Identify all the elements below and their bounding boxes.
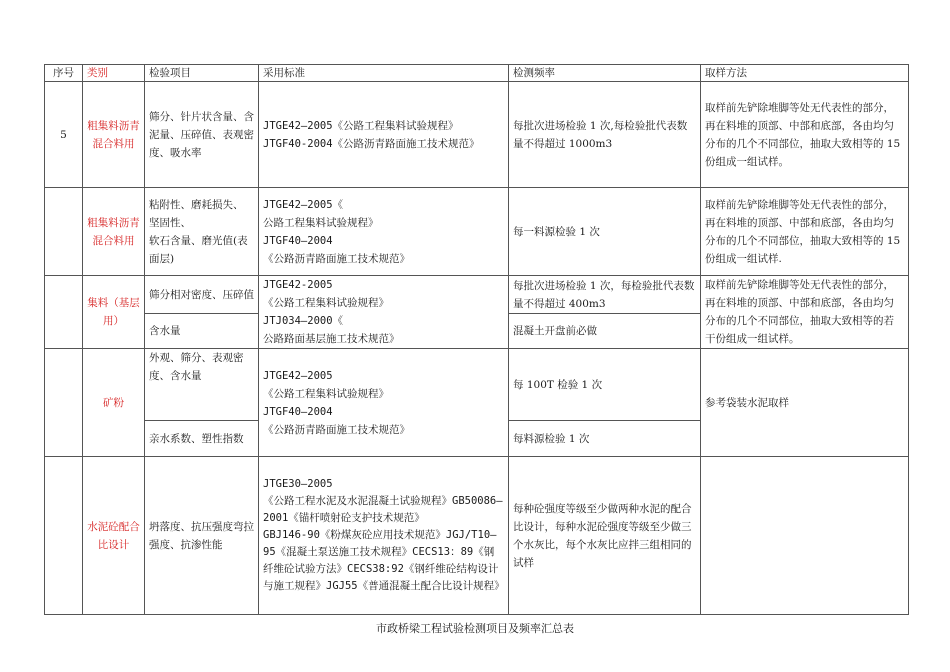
- row-sampling: 取样前先铲除堆脚等处无代表性的部分，再在料堆的顶部、中部和底部，各由均匀分布的几个不同部位，抽取大致相等的 15 份组成一组试样.: [701, 188, 909, 276]
- header-sampling: 取样方法: [701, 65, 909, 82]
- table-row: [45, 276, 909, 314]
- row-items: 粘附性、磨耗损失、 坚固性、 软石含量、磨光值(表面层): [145, 188, 259, 276]
- row-frequency: 混凝土开盘前必做: [509, 314, 701, 349]
- row-sampling: 取样前先铲除堆脚等处无代表性的部分，再在料堆的顶部、中部和底部，各由均匀分布的几个不同部位，抽取大致相等的 15 份组成一组试样。: [701, 82, 909, 188]
- row-category: 矿粉: [83, 349, 145, 457]
- row-standard: JTGE42—2005《公路工程集料试验规程》 JTGF40-2004《公路沥青路面施工技术规范》: [259, 82, 509, 188]
- row-number: [45, 349, 83, 457]
- row-items: 亲水系数、塑性指数: [145, 421, 259, 457]
- row-items: 外观、筛分、表观密度、含水量: [145, 349, 259, 421]
- row-frequency: 每批次进场检验 1 次，每检验批代表数量不得超过 400m3: [509, 276, 701, 314]
- header-standard: 采用标准: [259, 65, 509, 82]
- row-category: 集料（基层用）: [83, 276, 145, 349]
- row-standard: JTGE42-2005 《公路工程集料试验规程》 JTJ034—2000《 公路路面基层施工技术规范》: [259, 276, 509, 349]
- row-items: 筛分相对密度、压碎值: [145, 276, 259, 314]
- row-number: [45, 188, 83, 276]
- row-category: 水泥砼配合比设计: [83, 457, 145, 615]
- row-number: [45, 276, 83, 349]
- row-number: 5: [45, 82, 83, 188]
- row-frequency: 每种砼强度等级至少做两种水泥的配合比设计，每种水泥砼强度等级至少做三个水灰比，每个水灰比应拌三组相同的试样: [509, 457, 701, 615]
- row-frequency: 每一料源检验 1 次: [509, 188, 701, 276]
- row-standard: JTGE30—2005 《公路工程水泥及水泥混凝土试验规程》GB50086—2001《锚杆喷射砼支护技术规范》 GBJ146-90《粉煤灰砼应用技术规范》JGJ/T10—95《混凝土泵送施工技术规程》CECS13：89《钢纤维砼试验方法》CECS38:92《钢纤维砼结构设计与施工规程》JGJ55《普通混凝土配合比设计规程》: [259, 457, 509, 615]
- table-header-row: [45, 65, 909, 82]
- row-frequency: 每料源检验 1 次: [509, 421, 701, 457]
- row-sampling: 取样前先铲除堆脚等处无代表性的部分，再在料堆的顶部、中部和底部，各由均匀分布的几个不同部位，抽取大致相等的若干份组成一组试样。: [701, 276, 909, 349]
- header-no: 序号: [45, 65, 83, 82]
- table-row: [45, 349, 909, 421]
- header-category: 类别: [83, 65, 145, 82]
- row-frequency: 每批次进场检验 1 次,每检验批代表数量不得超过 1000m3: [509, 82, 701, 188]
- header-items: 检验项目: [145, 65, 259, 82]
- row-sampling: [701, 457, 909, 615]
- row-items: 筛分、针片状含量、含泥量、压碎值、表观密度、吸水率: [145, 82, 259, 188]
- table-caption: 市政桥梁工程试验检测项目及频率汇总表: [376, 622, 574, 635]
- table-row: [45, 457, 909, 615]
- row-standard: JTGE42—2005《 公路工程集料试验规程》 JTGF40—2004 《公路沥青路面施工技术规范》: [259, 188, 509, 276]
- row-standard: JTGE42—2005 《公路工程集料试验规程》 JTGF40—2004 《公路沥青路面施工技术规范》: [259, 349, 509, 457]
- row-number: [45, 457, 83, 615]
- row-frequency: 每 100T 检验 1 次: [509, 349, 701, 421]
- inspection-table: [44, 64, 909, 615]
- header-frequency: 检测频率: [509, 65, 701, 82]
- row-items: 坍落度、抗压强度弯拉强度、抗渗性能: [145, 457, 259, 615]
- table-row: [45, 82, 909, 188]
- row-sampling: 参考袋装水泥取样: [701, 349, 909, 457]
- table-row: [45, 188, 909, 276]
- row-category: 粗集料沥青混合料用: [83, 82, 145, 188]
- row-category: 粗集料沥青混合料用: [83, 188, 145, 276]
- row-items: 含水量: [145, 314, 259, 349]
